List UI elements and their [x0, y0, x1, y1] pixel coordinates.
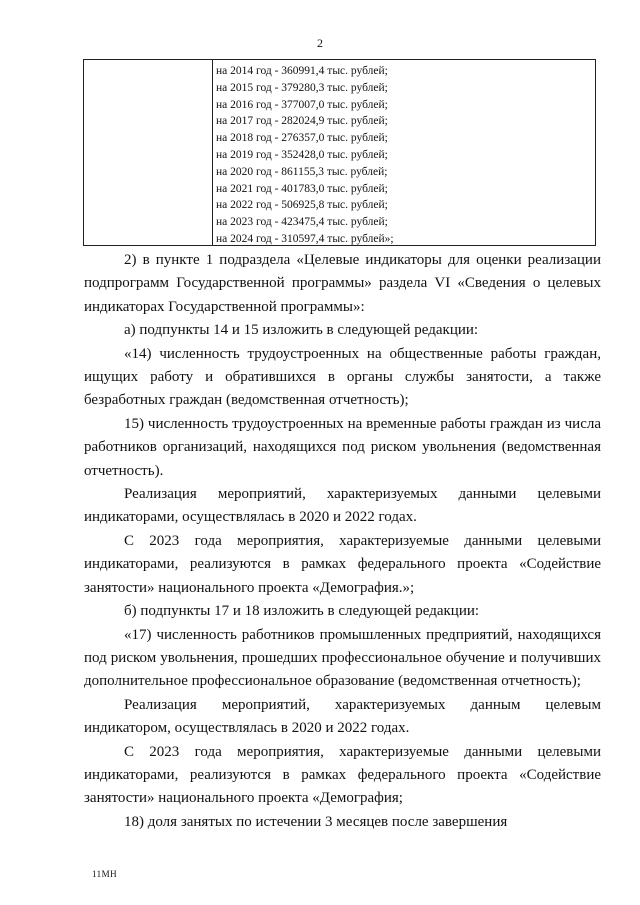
funding-line-2023: на 2023 год - 423475,4 тыс. рублей; — [216, 216, 388, 229]
funding-line-2021: на 2021 год - 401783,0 тыс. рублей; — [216, 182, 388, 195]
document-body — [84, 249, 601, 834]
funding-line-2018: на 2018 год - 276357,0 тыс. рублей; — [216, 132, 388, 145]
paragraph-subitem-a: а) подпункты 14 и 15 изложить в следующей редакции: — [124, 322, 479, 339]
funding-line-2016: на 2016 год - 377007,0 тыс. рублей; — [216, 98, 388, 111]
paragraph-subitem-b: б) подпункты 17 и 18 изложить в следующей редакции: — [124, 603, 480, 620]
funding-table — [83, 59, 596, 246]
footer-code: 11МН — [92, 869, 118, 879]
paragraph-indicator-15: 15) численность трудоустроенных на временные работы граждан из числа работников организаций, находящихся под риском увольнения (ведомственная отчетность). — [84, 415, 601, 479]
paragraph-item-2: 2) в пункте 1 подраздела «Целевые индикаторы для оценки реализации подпрограмм Государственной программы» раздела VI «Сведения о целевых индикаторах Государственной программы»: — [84, 252, 601, 315]
page-number: 2 — [317, 36, 323, 50]
paragraph-implementation-indicator: Реализация мероприятий, характеризуемых данным целевым индикатором, осуществлялась в 2020 и 2022 годах. — [84, 696, 601, 737]
funding-table-empty-cell — [84, 60, 213, 245]
paragraph-since-2023: С 2023 года мероприятия, характеризуемые данными целевыми индикаторами, реализуются в рамках федерального проекта «Содействие занятости» национального проекта «Демография.»; — [84, 532, 601, 596]
funding-line-2017: на 2017 год - 282024,9 тыс. рублей; — [216, 115, 388, 128]
paragraph-indicator-17: «17) численность работников промышленных предприятий, находящихся под риском увольнения, прошедших профессиональное обучение и получивших дополнительное профессиональное образование (ведомственная отчетность); — [84, 626, 601, 690]
funding-line-2014: на 2014 год - 360991,4 тыс. рублей; — [216, 65, 388, 77]
funding-line-2024: на 2024 год - 310597,4 тыс. рублей»; — [216, 232, 394, 245]
funding-line-2019: на 2019 год - 352428,0 тыс. рублей; — [216, 148, 388, 161]
funding-line-2020: на 2020 год - 861155,3 тыс. рублей; — [216, 165, 388, 178]
funding-table-values-cell — [216, 63, 394, 248]
funding-line-2015: на 2015 год - 379280,3 тыс. рублей; — [216, 81, 388, 94]
paragraph-indicator-18: 18) доля занятых по истечении 3 месяцев после завершения — [124, 813, 508, 830]
paragraph-implementation-2020-2022: Реализация мероприятий, характеризуемых данными целевыми индикаторами, осуществлялась в 2020 и 2022 годах. — [84, 486, 601, 526]
paragraph-since-2023-second: С 2023 года мероприятия, характеризуемые данными целевыми индикаторами, реализуются в рамках федерального проекта «Содействие занятости» национального проекта «Демография; — [84, 743, 601, 807]
funding-line-2022: на 2022 год - 506925,8 тыс. рублей; — [216, 199, 388, 212]
paragraph-indicator-14: «14) численность трудоустроенных на общественные работы граждан, ищущих работу и обратившихся в органы службы занятости, а также безработных граждан (ведомственная отчетность); — [84, 345, 601, 409]
